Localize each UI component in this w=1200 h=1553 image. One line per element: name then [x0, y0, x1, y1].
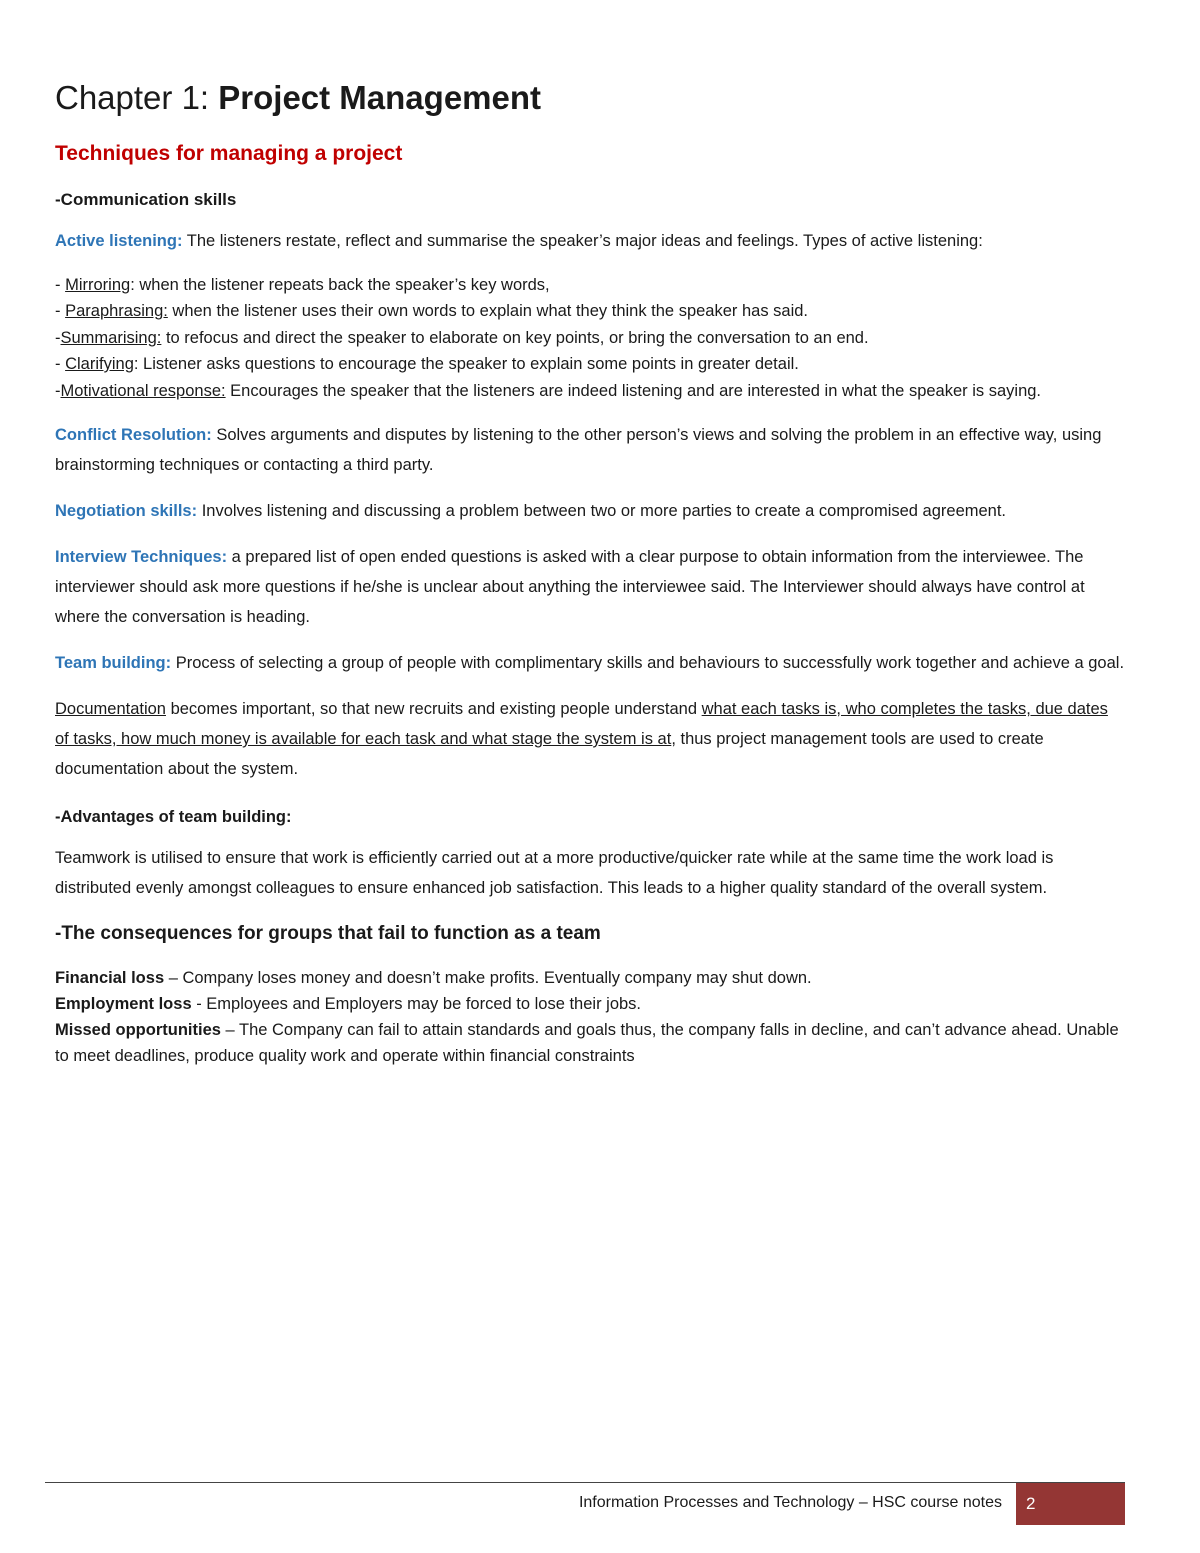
consequence-term: Financial loss: [55, 969, 165, 988]
list-term: Summarising:: [60, 328, 162, 347]
list-term: Paraphrasing:: [65, 302, 168, 321]
list-term: Motivational response:: [60, 381, 226, 400]
list-prefix: -: [55, 302, 66, 321]
active-listening-text: The listeners restate, reflect and summarise the speaker’s major ideas and feelings. Types of active listening:: [182, 231, 983, 250]
active-listening-term: Active listening:: [55, 231, 183, 250]
communication-heading: -Communication skills: [55, 189, 237, 209]
listening-types-list: [55, 272, 1125, 405]
list-prefix: -: [55, 381, 61, 400]
conflict-resolution-term: Conflict Resolution:: [55, 426, 212, 445]
documentation-term: Documentation: [55, 700, 166, 719]
list-item: [55, 378, 1125, 405]
advantages-paragraph: Teamwork is utilised to ensure that work is efficiently carried out at a more productive/quicker rate while at the same time the work load is distributed evenly amongst colleagues to ensure enhanced job satisfaction. This leads to a higher quality standard of the overall system.: [55, 849, 1054, 898]
document-page: [55, 70, 1125, 1069]
team-building-paragraph: [55, 648, 1125, 678]
advantages-heading: -Advantages of team building:: [55, 808, 292, 827]
list-item: [55, 965, 1125, 991]
list-text: Encourages the speaker that the listeners are indeed listening and are interested in what the speaker is saying.: [225, 381, 1042, 400]
consequence-text: - Employees and Employers may be forced to lose their jobs.: [191, 995, 642, 1014]
negotiation-term: Negotiation skills:: [55, 502, 198, 521]
documentation-underlined: what each tasks is, who completes the tasks, due dates of tasks, how much money is available for each task and what stage the system is at: [55, 700, 1108, 749]
consequences-heading: -The consequences for groups that fail to function as a team: [55, 923, 601, 945]
section-heading: Techniques for managing a project: [55, 141, 403, 165]
list-item: [55, 991, 1125, 1017]
list-item: [55, 1017, 1125, 1069]
consequence-text: – Company loses money and doesn’t make profits. Eventually company may shut down.: [164, 969, 812, 988]
list-term: Mirroring: [65, 275, 131, 294]
documentation-text-2: , thus project management tools are used to create documentation about the system.: [55, 730, 1044, 779]
consequence-term: Employment loss: [55, 995, 192, 1014]
list-term: Clarifying: [65, 355, 134, 374]
footer-text: Information Processes and Technology – HSC course notes: [578, 1494, 1002, 1511]
team-building-text: Process of selecting a group of people with complimentary skills and behaviours to successfully work together and achieve a goal.: [171, 654, 1125, 673]
interview-term: Interview Techniques:: [55, 548, 228, 567]
interview-paragraph: [55, 542, 1125, 632]
consequence-term: Missed opportunities: [55, 1021, 221, 1040]
list-text: : Listener asks questions to encourage the speaker to explain some points in greater detail.: [133, 355, 799, 374]
conflict-resolution-text: Solves arguments and disputes by listening to the other person’s views and solving the problem in an effective way, using brainstorming techniques or contacting a third party.: [55, 426, 1102, 475]
list-text: : when the listener repeats back the speaker’s key words,: [130, 275, 550, 294]
consequence-text: – The Company can fail to attain standards and goals thus, the company falls in decline, and can’t advance ahead. Unable to meet deadlines, produce quality work and operate within financial constraints: [55, 1021, 1119, 1066]
footer-divider: [45, 1482, 1125, 1483]
list-prefix: -: [55, 355, 66, 374]
documentation-paragraph: [55, 694, 1125, 784]
chapter-prefix: Chapter 1:: [55, 79, 219, 116]
chapter-title: [55, 78, 1125, 118]
list-prefix: -: [55, 275, 66, 294]
list-item: [55, 325, 1125, 352]
list-text: when the listener uses their own words to explain what they think the speaker has said.: [167, 302, 809, 321]
conflict-resolution-paragraph: [55, 420, 1125, 480]
documentation-text-1: becomes important, so that new recruits and existing people understand: [165, 700, 702, 719]
list-item: [55, 351, 1125, 378]
consequences-list: [55, 965, 1125, 1069]
list-item: [55, 272, 1125, 299]
negotiation-text: Involves listening and discussing a problem between two or more parties to create a compromised agreement.: [197, 502, 1007, 521]
page-number: 2: [1016, 1483, 1125, 1525]
chapter-main-title: Project Management: [218, 79, 542, 116]
list-item: [55, 298, 1125, 325]
list-prefix: -: [55, 328, 61, 347]
list-text: to refocus and direct the speaker to elaborate on key points, or bring the conversation to an end.: [161, 328, 869, 347]
team-building-term: Team building:: [55, 654, 172, 673]
interview-text: a prepared list of open ended questions is asked with a clear purpose to obtain information from the interviewee. The interviewer should ask more questions if he/she is unclear about anything the interviewee said. The Interviewer should always have control at where the conversation is heading.: [55, 548, 1085, 627]
active-listening-paragraph: [55, 226, 1125, 256]
negotiation-paragraph: [55, 496, 1125, 526]
